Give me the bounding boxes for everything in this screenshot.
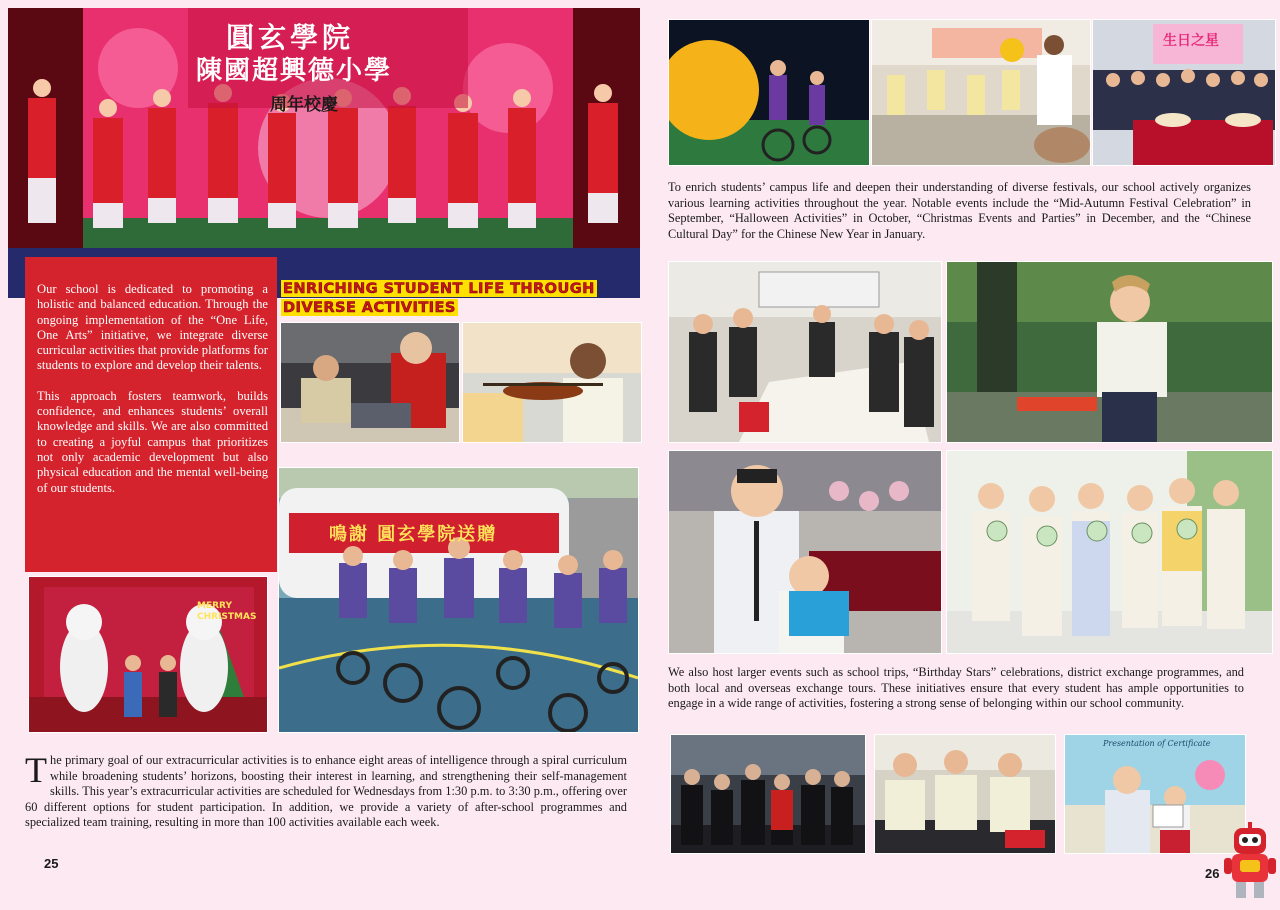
page-number-right: 26	[1205, 866, 1220, 881]
stage-banner-line2: 陳國超興德小學	[196, 56, 393, 86]
main-dropcap: T	[25, 750, 47, 790]
stage-banner-line3: 周年校慶	[270, 95, 338, 115]
main-paragraph-text: he primary goal of our extracurricular activities is to enhance eight areas of intelligence through a spiral curriculum while broadening students’ horizons, boosting their interest in learning, and strengthening their self-management skills. This year’s extracurricular activities are scheduled for Wednesdays from 1:30 p.m. to 3:30 p.m., offering over 60 different options for student participation. In addition, we provide a variety of after-school programmes and specialized team training, resulting in more than 100 activities available each week.	[25, 753, 627, 830]
events-paragraph: We also host larger events such as school trips, “Birthday Stars” celebrations, district exchange programmes, and both local and overseas exchange tours. These initiatives ensure that every student has ample opportunities to engage in a wide range of activities, fostering a strong sense of belonging within our school community.	[668, 665, 1244, 711]
robot-mascot-icon	[1224, 822, 1276, 902]
certificate-caption: Presentation of Certificate	[1103, 739, 1211, 748]
headline-line-1: ENRICHING STUDENT LIFE THROUGH	[283, 280, 595, 297]
christmas-party-photo	[668, 261, 942, 443]
festivals-paragraph: To enrich students’ campus life and deepen their understanding of diverse festivals, our school actively organizes various learning activities throughout the year. Notable events include the “Mid-Autumn Festival Celebration” in September, “Halloween Activities” in October, “Christmas Events and Parties” in December, and the “Chinese Cultural Day” for the Chinese New Year in January.	[668, 180, 1251, 241]
bus-banner-text: 鳴謝 圓玄學院送贈	[329, 524, 498, 545]
sports-batting-photo	[946, 261, 1273, 443]
certificate-presentation-photo	[1064, 734, 1246, 854]
headline-line-2: DIVERSE ACTIVITIES	[283, 299, 456, 316]
hoop-dance-photo	[871, 19, 1091, 166]
mid-autumn-photo	[668, 19, 870, 166]
stage-banner-line1: 圓玄學院	[226, 21, 355, 54]
teacher-student-gift-photo	[668, 450, 942, 654]
section-headline	[281, 279, 641, 317]
intro-text	[37, 282, 268, 511]
violin-student-photo	[462, 322, 642, 443]
stage-performance-photo	[8, 8, 640, 298]
christmas-event-photo	[28, 576, 268, 733]
birthday-stars-photo	[1092, 19, 1276, 166]
craft-activity-photo	[280, 322, 460, 443]
christmas-sign-text: MERRY CHRISTMAS	[197, 601, 257, 622]
workshop-activity-photo	[874, 734, 1056, 854]
page-number-left: 25	[44, 856, 59, 871]
unicycle-team-photo	[278, 467, 639, 733]
cultural-day-costume-photo	[946, 450, 1273, 654]
intro-paragraph-2: This approach fosters teamwork, builds confidence, and enhances students’ overall knowledge and skills. We are also committed to creating a joyful campus that prioritizes not only academic development but also physical education and the mental well-being of our students.	[37, 388, 268, 495]
birthday-banner-text: 生日之星	[1163, 33, 1219, 49]
main-paragraph	[25, 750, 627, 831]
intro-paragraph-1: Our school is dedicated to promoting a holistic and balanced education. Through the ongoing implementation of the “One Life, One Arts” initiative, we integrate diverse curricular activities that provide platforms for students to explore and develop their talents.	[37, 282, 268, 373]
halloween-photo	[670, 734, 866, 854]
